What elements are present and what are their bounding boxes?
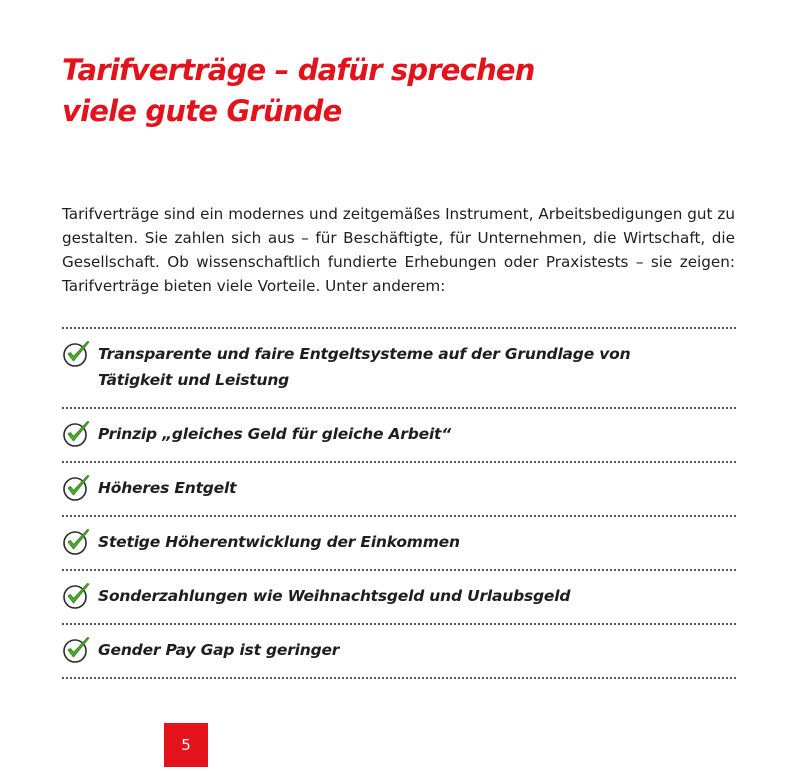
list-item-text: Sonderzahlungen wie Weihnachtsgeld und Urlaubsgeld xyxy=(98,587,571,605)
list-item-text: Transparente und faire Entgeltsysteme auf der Grundlage von Tätigkeit und Leistung xyxy=(98,345,631,389)
list-item xyxy=(62,571,736,625)
benefits-list xyxy=(62,327,736,679)
list-item xyxy=(62,463,736,517)
checkmark-icon xyxy=(62,419,92,449)
page-title-line-1: Tarifverträge – dafür sprechen xyxy=(62,53,535,87)
page-number: 5 xyxy=(164,723,208,767)
list-item xyxy=(62,329,736,409)
page-title-line-2: viele gute Gründe xyxy=(62,94,342,128)
list-item xyxy=(62,409,736,463)
list-item-text: Gender Pay Gap ist geringer xyxy=(98,641,340,659)
checkmark-icon xyxy=(62,473,92,503)
checkmark-icon xyxy=(62,339,92,369)
list-item-text: Höheres Entgelt xyxy=(98,479,237,497)
page-title xyxy=(62,50,742,132)
intro-paragraph: Tarifverträge sind ein modernes und zeitgemäßes Instrument, Arbeitsbedigungen gut zu gestalten. Sie zahlen sich aus – für Beschäftigte, für Unternehmen, die Wirtschaft, die Gesellschaft. Ob wissenschaftlich fundierte Erhebungen oder Praxistests – sie zeigen: Tarifverträge bieten viele Vorteile. Unter anderem: xyxy=(62,205,735,295)
checkmark-icon xyxy=(62,581,92,611)
list-item xyxy=(62,625,736,679)
checkmark-icon xyxy=(62,635,92,665)
list-item-text: Prinzip „gleiches Geld für gleiche Arbeit“ xyxy=(98,425,452,443)
checkmark-icon xyxy=(62,527,92,557)
list-item-text: Stetige Höherentwicklung der Einkommen xyxy=(98,533,460,551)
list-item xyxy=(62,517,736,571)
